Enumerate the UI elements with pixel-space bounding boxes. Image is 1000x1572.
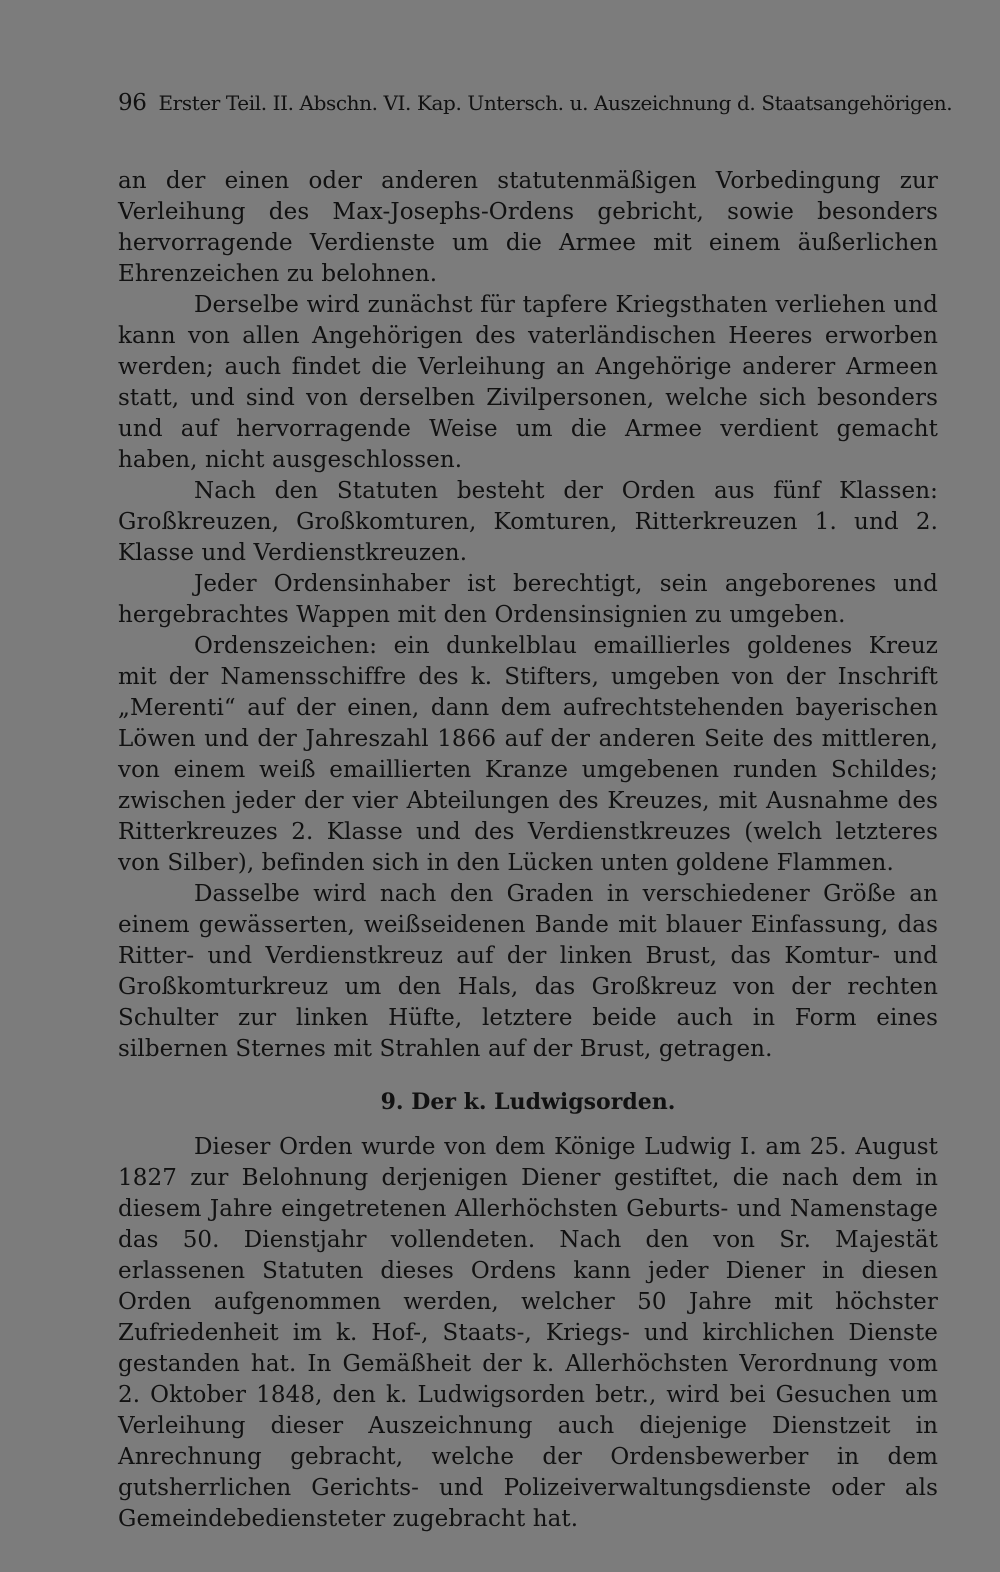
paragraph: an der einen oder anderen statutenmäßigen Vorbedingung zur Verleihung des Max-Josephs-Ordens gebricht, sowie besonders hervorragende Verdienste um die Armee mit einem äußerlichen Ehrenzeichen zu belohnen. <box>118 168 938 287</box>
section-heading: 9. Der k. Ludwigsorden. <box>380 1089 676 1115</box>
paragraph: Nach den Statuten besteht der Orden aus fünf Klassen: Großkreuzen, Großkomturen, Komturen, Ritterkreuzen 1. und 2. Klasse und Verdienstkreuzen. <box>118 478 938 566</box>
body-text <box>118 166 938 1535</box>
paragraph: Derselbe wird zunächst für tapfere Kriegsthaten verliehen und kann von allen Angehörigen des vaterländischen Heeres erworben werden; auch findet die Verleihung an Angehörige anderer Armeen statt, und sind von derselben Zivilpersonen, welche sich besonders und auf hervorragende Weise um die Armee verdient gemacht haben, nicht ausgeschlossen. <box>118 292 938 473</box>
running-title: Erster Teil. II. Abschn. VI. Kap. Untersch. u. Auszeichnung d. Staatsangehörigen. <box>158 91 953 115</box>
paragraph: Dasselbe wird nach den Graden in verschiedener Größe an einem gewässerten, weißseidenen Bande mit blauer Einfassung, das Ritter- und Verdienstkreuz auf der linken Brust, das Komtur- und Großkomturkreuz um den Hals, das Großkreuz von der rechten Schulter zur linken Hüfte, letztere beide auch in Form eines silbernen Sternes mit Strahlen auf der Brust, getragen. <box>118 881 938 1062</box>
paragraph: Jeder Ordensinhaber ist berechtigt, sein angeborenes und hergebrachtes Wappen mit den Ordensinsignien zu umgeben. <box>118 571 938 628</box>
paragraph: Ordenszeichen: ein dunkelblau emaillierles goldenes Kreuz mit der Namensschiffre des k. Stifters, umgeben von der Inschrift „Merenti“ auf der einen, dann dem aufrechtstehenden bayerischen Löwen und der Jahreszahl 1866 auf der anderen Seite des mittleren, von einem weiß emaillierten Kranze umgebenen runden Schildes; zwischen jeder der vier Abteilungen des Kreuzes, mit Ausnahme des Ritterkreuzes 2. Klasse und des Verdienstkreuzes (welch letzteres von Silber), befinden sich in den Lücken unten goldene Flammen. <box>118 633 938 876</box>
paragraph: Dieser Orden wurde von dem Könige Ludwig I. am 25. August 1827 zur Belohnung derjenigen Diener gestiftet, die nach dem in diesem Jahre eingetretenen Allerhöchsten Geburts- und Namenstage das 50. Dienstjahr vollendeten. Nach den von Sr. Majestät erlassenen Statuten dieses Ordens kann jeder Diener in diesen Orden aufgenommen werden, welcher 50 Jahre mit höchster Zufriedenheit im k. Hof-, Staats-, Kriegs- und kirchlichen Dienste gestanden hat. In Gemäßheit der k. Allerhöchsten Verordnung vom 2. Oktober 1848, den k. Ludwigsorden betr., wird bei Gesuchen um Verleihung dieser Auszeichnung auch diejenige Dienstzeit in Anrechnung gebracht, welche der Ordensbewerber in dem gutsherrlichen Gerichts- und Polizeiverwaltungsdienste oder als Gemeindebediensteter zugebracht hat. <box>118 1134 938 1532</box>
page-number: 96 <box>118 90 147 116</box>
page-header <box>118 90 953 126</box>
